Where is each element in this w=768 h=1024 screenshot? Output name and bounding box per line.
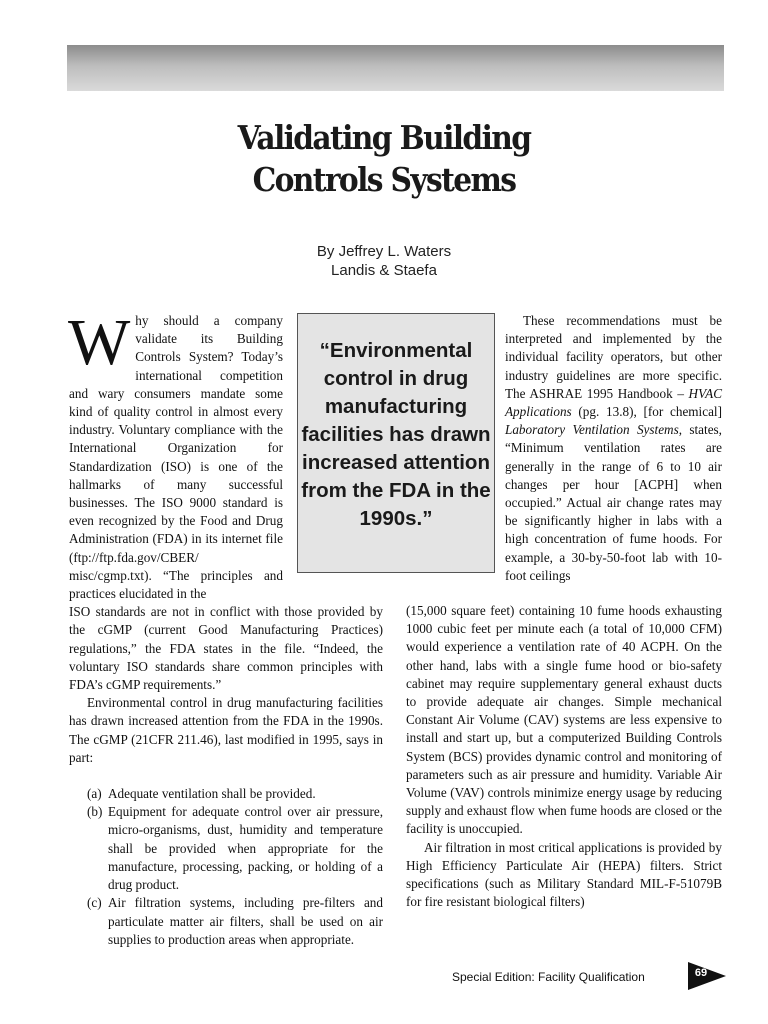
title-line-1: Validating Building bbox=[237, 118, 531, 157]
list-text: Equipment for adequate control over air pressure, micro-organisms, dust, humidity and temperature shall be provided when appropriate for the manufacture, processing, packing, or holding of a drug product. bbox=[108, 804, 383, 893]
italic-title: Laboratory Ventilation Systems bbox=[505, 422, 679, 438]
list-text: Air filtration systems, including pre-filters and particulate matter air filters, shall be used on air supplies to production areas when appropriate. bbox=[108, 895, 383, 947]
paragraph bbox=[505, 312, 722, 585]
regulation-list bbox=[69, 785, 383, 949]
text-run: (pg. 13.8), [for chemical] bbox=[571, 404, 722, 420]
right-column bbox=[406, 602, 722, 911]
list-text: Adequate ventilation shall be provided. bbox=[108, 786, 316, 802]
article-title bbox=[38, 117, 729, 201]
footer-publication: Special Edition: Facility Qualification bbox=[452, 970, 645, 984]
byline bbox=[0, 242, 768, 280]
text-run: , states, “Minimum ventilation rates are generally in the range of 6 to 10 air changes per hour [ACPH] when occupied.” Actual air change rates may be significantly higher in labs with a high concentration of fume hoods. For example, a 30-by-50-foot lab with 10-foot ceilings bbox=[505, 422, 722, 583]
pull-quote: “Environmental control in drug manufacturing facilities has drawn increased attention from the FDA in the 1990s.” bbox=[297, 313, 495, 573]
list-item bbox=[69, 894, 383, 949]
author: By Jeffrey L. Waters bbox=[316, 243, 452, 260]
list-item bbox=[69, 803, 383, 894]
list-item bbox=[69, 785, 383, 803]
list-label: (a) bbox=[87, 786, 102, 802]
italic-title: HVAC Applications bbox=[505, 385, 722, 420]
header-gradient-bar bbox=[67, 45, 724, 91]
left-rest bbox=[69, 603, 383, 949]
paragraph-continued: ISO standards are not in conflict with those provided by the cGMP (current Good Manufacturing Practices) regulations,” the FDA states in the file. “Indeed, the voluntary ISO standards share common principles with FDA’s cGMP requirements.” bbox=[69, 604, 383, 693]
list-label: (c) bbox=[87, 895, 102, 911]
drop-cap: W bbox=[68, 306, 131, 379]
paragraph: Environmental control in drug manufacturing facilities has drawn increased attention from the FDA in the 1990s. The cGMP (21CFR 211.46), last modified in 1995, says in part: bbox=[69, 695, 383, 765]
intro-block bbox=[68, 306, 283, 603]
affiliation: Landis & Staefa bbox=[331, 262, 437, 279]
page-number: 69 bbox=[694, 967, 708, 979]
title-line-2: Controls Systems bbox=[252, 160, 516, 199]
right-column-top bbox=[505, 312, 722, 585]
list-label: (b) bbox=[87, 804, 103, 820]
paragraph-continued: (15,000 square feet) containing 10 fume hoods exhausting 1000 cubic feet per minute each (a total of 10,000 CFM) would experience a ventilation rate of 40 ACPH. On the other hand, labs with a single fume hood or bio-safety cabinet may require supplementary general exhaust ducts to provide adequate air changes. Simple mechanical Constant Air Volume (CAV) systems are less expensive to install and start up, but a computerized Building Controls System (BCS) provides dynamic control and monitoring of parameters such as air pressure and humidity. Variable Air Volume (VAV) controls minimize energy usage by reducing supply and exhaust flow when fume hoods are closed or the facility is unoccupied. bbox=[406, 603, 722, 837]
text-run: These recommendations must be interpreted and implemented by the individual facility operators, but other industry guidelines are more specific. The ASHRAE 1995 Handbook – bbox=[505, 313, 722, 401]
intro-text: hy should a company validate its Building Controls System? Today’s international competition and wary consumers mandate some kind of quality control in almost every industry. Voluntary compliance with the International Organization for Standardization (ISO) is one of the hallmarks of many successful businesses. The ISO 9000 standard is even recognized by the Food and Drug Administration (FDA) in its internet file (ftp://ftp.fda.gov/CBER/ misc/cgmp.txt). “The principles and practices elucidated in the bbox=[69, 313, 283, 602]
paragraph: Air filtration in most critical applications is provided by High Efficiency Particulate Air (HEPA) filters. Strict specifications (such as Military Standard MIL-F-51079B for fire resistant biological filters) bbox=[406, 839, 722, 910]
